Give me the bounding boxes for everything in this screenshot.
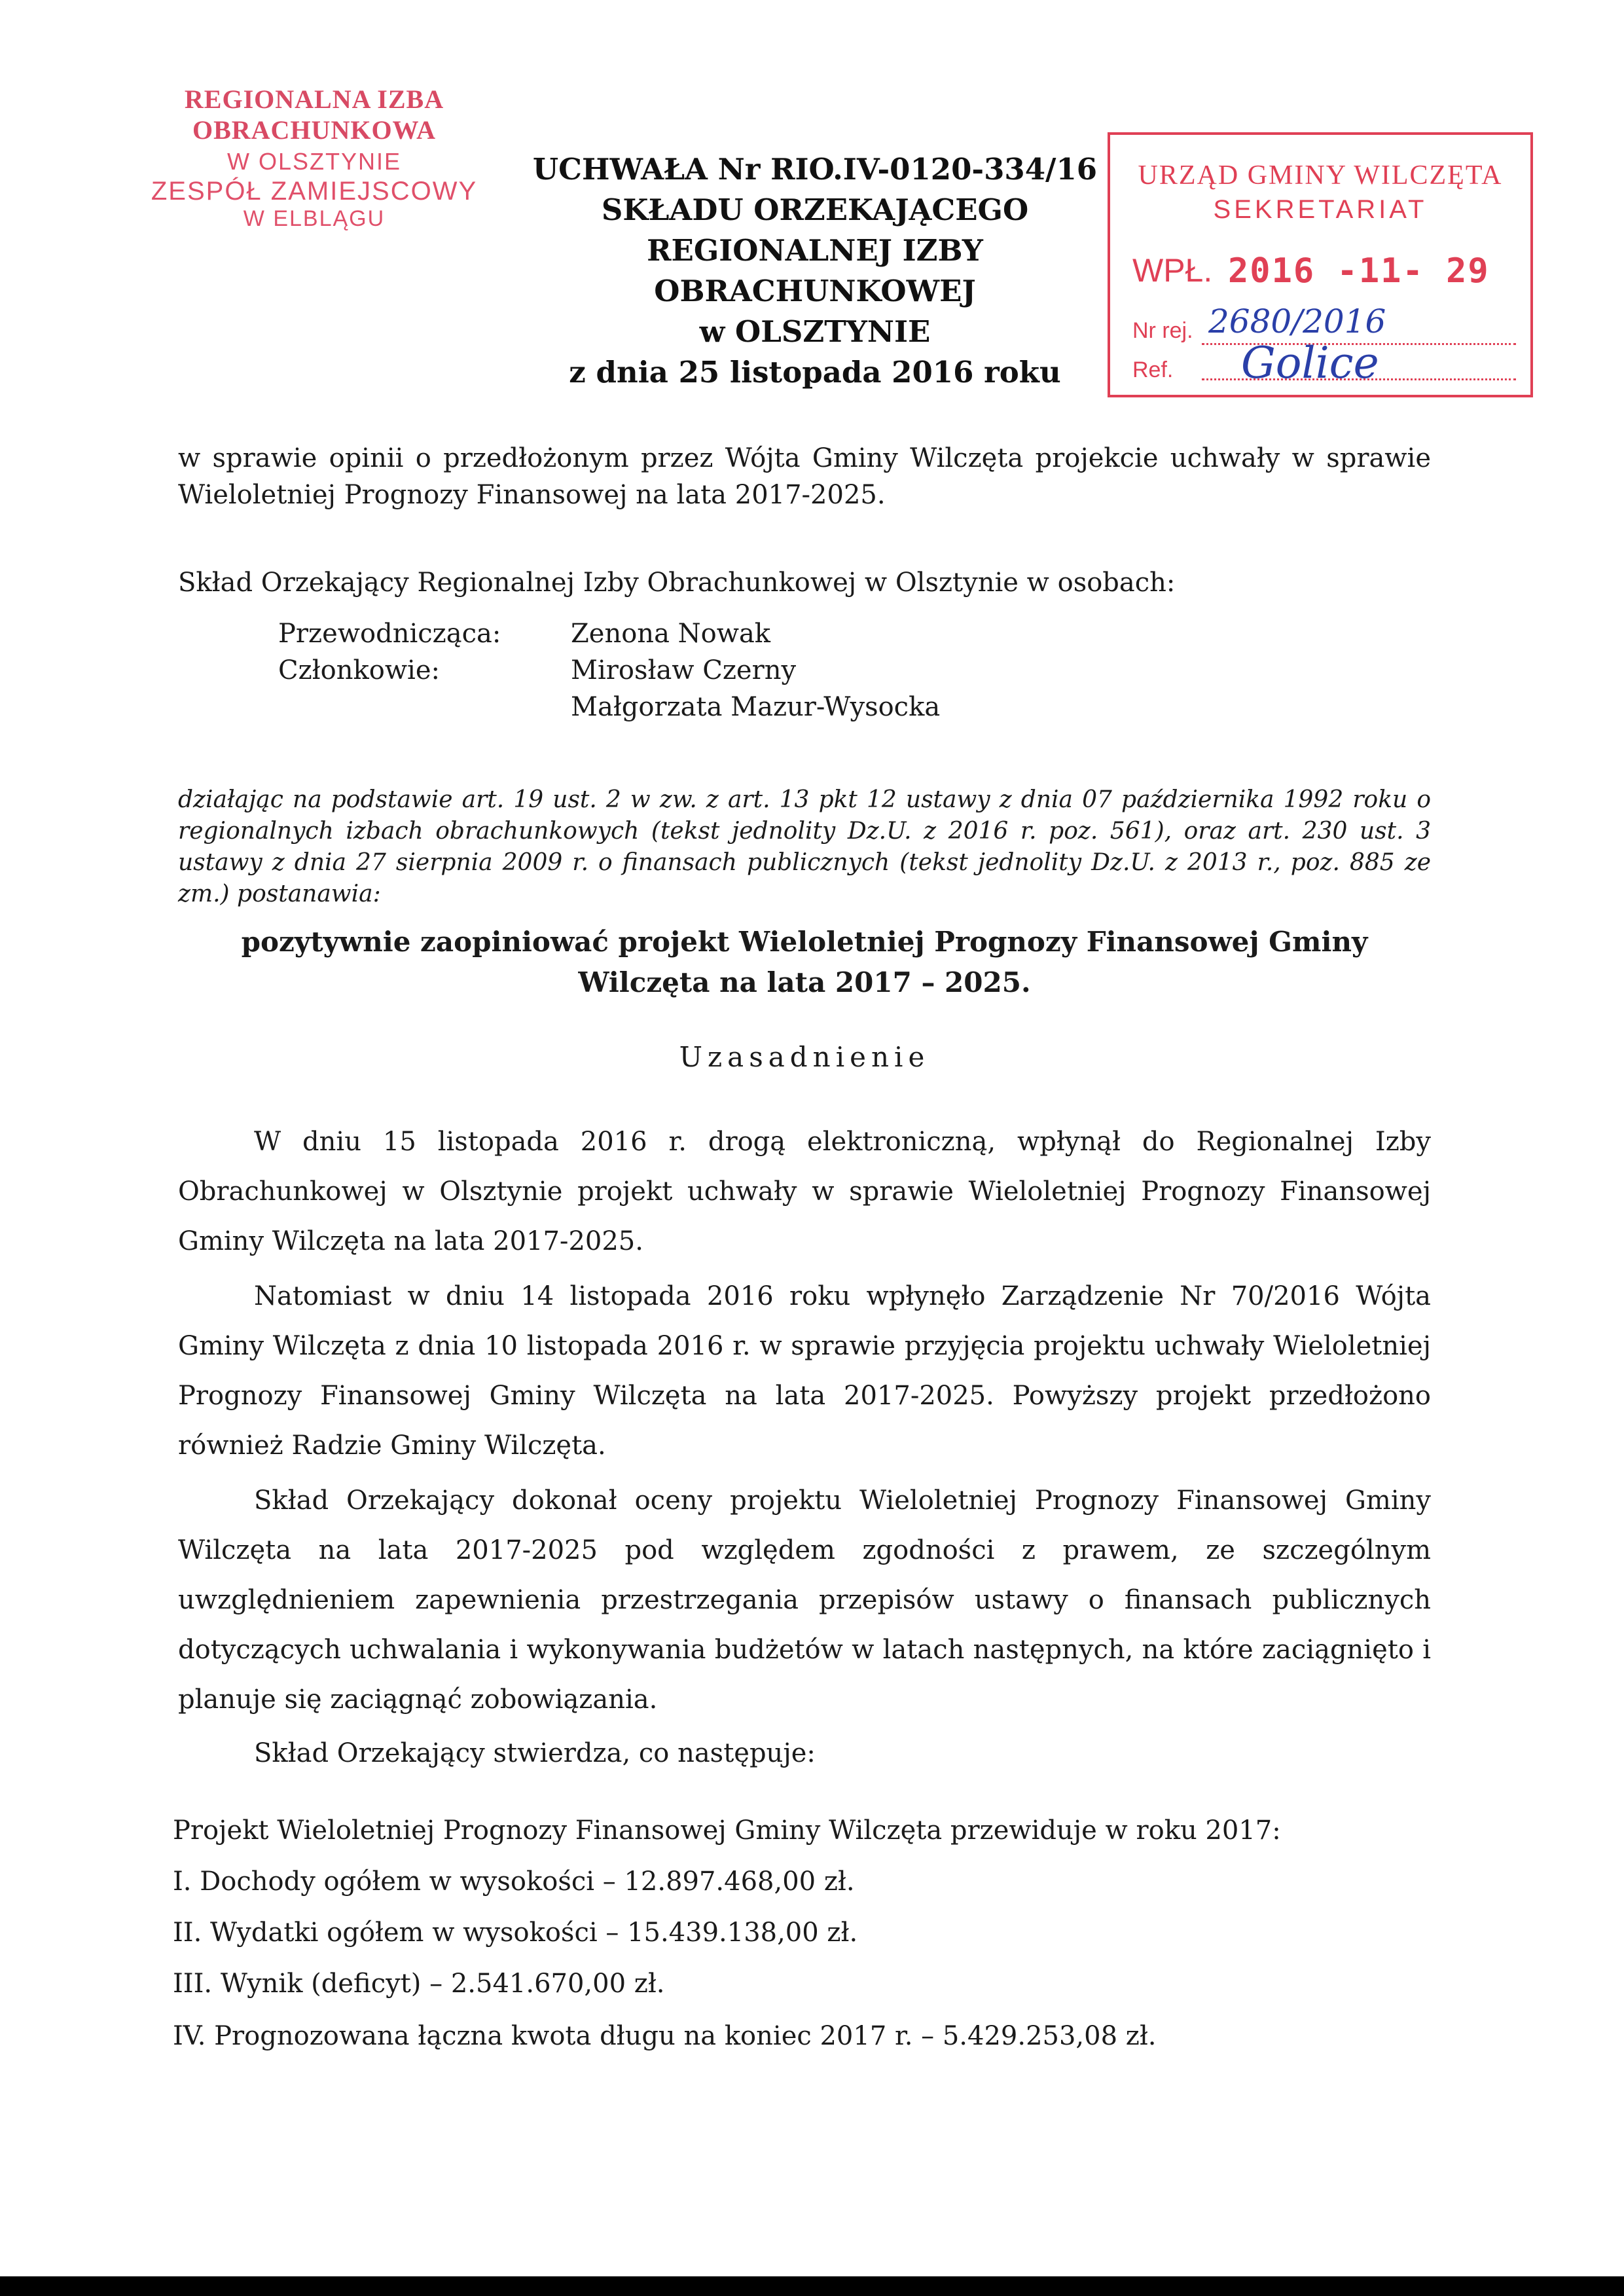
rio-stamp — [85, 84, 543, 232]
registry-stamp — [1108, 132, 1533, 397]
registry-stamp-subtitle: SEKRETARIAT — [1213, 195, 1428, 224]
resolution-date: z dnia 25 listopada 2016 roku — [569, 355, 1061, 390]
resolution-number: UCHWAŁA Nr RIO.IV-0120-334/16 — [532, 152, 1098, 187]
rio-stamp-line3: ZESPÓŁ ZAMIEJSCOWY — [151, 177, 478, 206]
rio-stamp-line2: W OLSZTYNIE — [226, 148, 402, 175]
header-line3: REGIONALNEJ IZBY OBRACHUNKOWEJ — [647, 233, 983, 308]
rio-stamp-line1: REGIONALNA IZBA OBRACHUNKOWA — [184, 84, 444, 145]
received-label: WPŁ. — [1132, 252, 1213, 289]
decision-text: pozytywnie zaopiniować projekt Wieloletniej Prognozy Finansowej Gminy Wilczęta na lata 2017 – 2025. — [241, 926, 1368, 998]
forecast-item: IV. Prognozowana łączna kwota długu na koniec 2017 r. – 5.429.253,08 zł. — [173, 2021, 1157, 2051]
rio-stamp-line4: W ELBLĄGU — [243, 206, 386, 231]
justification-heading: Uzasadnienie — [679, 1041, 930, 1073]
legal-basis: działając na podstawie art. 19 ust. 2 w zw. z art. 13 pkt 12 ustawy z dnia 07 października 1992 roku o regionalnych izbach obrachunkowych (tekst jednolity Dz.U. z 2016 r. poz. 561), oraz art. 230 ust. 3 ustawy z dnia 27 sierpnia 2009 r. o finansach publicznych (tekst jednolity Dz.U. z 2013 r., poz. 885 ze zm.) postanawia: — [178, 786, 1431, 907]
chair-name: Zenona Nowak — [571, 619, 771, 649]
panel-intro: Skład Orzekający Regionalnej Izby Obrachunkowej w Olsztynie w osobach: — [178, 568, 1176, 598]
scan-border — [0, 2276, 1624, 2296]
register-number-label: Nr rej. — [1132, 318, 1193, 343]
reference-label: Ref. — [1132, 357, 1174, 382]
registry-stamp-title: URZĄD GMINY WILCZĘTA — [1138, 160, 1503, 191]
reference-handwritten: Golice — [1241, 338, 1379, 388]
justification-paragraph: W dniu 15 listopada 2016 r. drogą elektroniczną, wpłynął do Regionalnej Izby Obrachunkowej w Olsztynie projekt uchwały w sprawie Wieloletniej Prognozy Finansowej Gminy Wilczęta na lata 2017-2025. — [178, 1127, 1431, 1256]
register-number-handwritten: 2680/2016 — [1208, 302, 1386, 340]
document-header — [497, 149, 1132, 393]
forecast-item: I. Dochody ogółem w wysokości – 12.897.468,00 zł. — [173, 1867, 855, 1897]
header-line2: SKŁADU ORZEKAJĄCEGO — [601, 192, 1029, 227]
header-line4: w OLSZTYNIE — [699, 314, 931, 349]
resolution-subject: w sprawie opinii o przedłożonym przez Wójta Gminy Wilczęta projekcie uchwały w sprawie Wieloletniej Prognozy Finansowej na lata 2017-2025. — [178, 443, 1431, 510]
member-name: Mirosław Czerny — [571, 655, 797, 685]
member-name: Małgorzata Mazur-Wysocka — [571, 692, 941, 722]
forecast-item: II. Wydatki ogółem w wysokości – 15.439.138,00 zł. — [173, 1918, 858, 1948]
chair-label: Przewodnicząca: — [278, 619, 501, 649]
justification-paragraph: Skład Orzekający stwierdza, co następuje: — [254, 1738, 816, 1768]
members-label: Członkowie: — [278, 655, 440, 685]
justification-paragraph: Natomiast w dniu 14 listopada 2016 roku wpłynęło Zarządzenie Nr 70/2016 Wójta Gminy Wilczęta z dnia 10 listopada 2016 r. w sprawie przyjęcia projektu uchwały Wieloletniej Prognozy Finansowej Gminy Wilczęta na lata 2017-2025. Powyższy projekt przedłożono również Radzie Gminy Wilczęta. — [178, 1281, 1431, 1461]
justification-paragraph: Skład Orzekający dokonał oceny projektu Wieloletniej Prognozy Finansowej Gminy Wilczęta na lata 2017-2025 pod względem zgodności z prawem, ze szczególnym uwzględnieniem zapewnienia przestrzegania przepisów ustawy o finansach publicznych dotyczących uchwalania i wykonywania budżetów w latach następnych, na które zaciągnięto i planuje się zaciągnąć zobowiązania. — [178, 1485, 1431, 1715]
forecast-item: III. Wynik (deficyt) – 2.541.670,00 zł. — [173, 1969, 665, 1999]
received-date: 2016 -11- 29 — [1228, 251, 1490, 291]
forecast-intro: Projekt Wieloletniej Prognozy Finansowej Gminy Wilczęta przewiduje w roku 2017: — [173, 1815, 1281, 1846]
